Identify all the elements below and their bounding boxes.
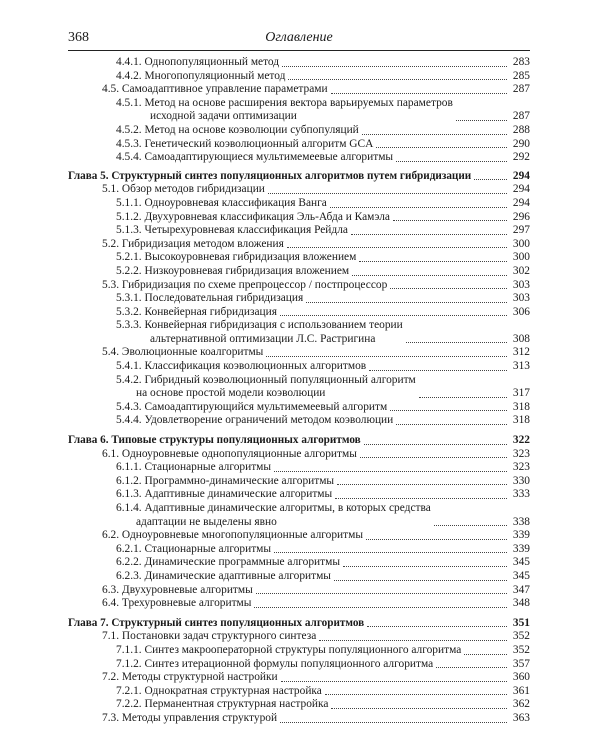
page-number: 368	[68, 30, 89, 45]
dot-leader	[369, 370, 507, 371]
page-ref: 348	[512, 597, 530, 610]
page-ref: 363	[512, 711, 530, 724]
toc-entry[interactable]: 5.1.2. Двухуровневая классификация Эль-Абда и Камэла 296	[116, 210, 530, 223]
dot-leader	[362, 134, 507, 135]
toc-entry[interactable]: 4.5.1. Метод на основе расширения вектора варьируемых параметров исходной задачи оптимизации 287	[116, 96, 530, 123]
toc-entry[interactable]: 5.3. Гибридизация по схеме препроцессор / постпроцессор 303	[102, 278, 530, 291]
toc-entry[interactable]: 4.5.3. Генетический коэволюционный алгоритм GCA 290	[116, 137, 530, 150]
toc-entry[interactable]: 5.2. Гибридизация методом вложения 300	[102, 237, 530, 250]
page-ref: 357	[512, 657, 530, 670]
dot-leader	[274, 552, 507, 553]
page-ref: 306	[512, 305, 530, 318]
dot-leader	[274, 471, 507, 472]
toc-entry[interactable]: 6.2.1. Стационарные алгоритмы 339	[116, 542, 530, 555]
page-ref: 330	[512, 474, 530, 487]
toc-entry[interactable]: 6.1.1. Стационарные алгоритмы 323	[116, 461, 530, 474]
toc-entry[interactable]: 7.2.2. Перманентная структурная настройка 362	[116, 698, 530, 711]
page-ref: 313	[512, 360, 530, 373]
dot-leader	[280, 315, 507, 316]
dot-leader	[419, 397, 507, 398]
page-ref: 339	[512, 542, 530, 555]
page-ref: 318	[512, 414, 530, 427]
dot-leader	[390, 410, 507, 411]
dot-leader	[334, 580, 507, 581]
dot-leader	[364, 444, 507, 445]
dot-leader	[319, 640, 507, 641]
dot-leader	[343, 566, 507, 567]
toc-entry[interactable]: 6.2.3. Динамические адаптивные алгоритмы 345	[116, 569, 530, 582]
page-ref: 317	[512, 387, 530, 400]
toc-entry[interactable]: 7.1.2. Синтез итерационной формулы популяционного алгоритма 357	[116, 657, 530, 670]
page-ref: 302	[512, 264, 530, 277]
dot-leader	[352, 275, 507, 276]
table-of-contents	[68, 56, 530, 726]
dot-leader	[330, 207, 507, 208]
page-ref: 361	[512, 684, 530, 697]
page-ref: 351	[512, 616, 530, 629]
toc-entry[interactable]: 5.1.3. Четырехуровневая классификация Рейдла 297	[116, 224, 530, 237]
dot-leader	[366, 539, 507, 540]
dot-leader	[256, 593, 507, 594]
toc-entry[interactable]: 6.1.3. Адаптивные динамические алгоритмы 333	[116, 488, 530, 501]
page-ref: 322	[512, 434, 530, 447]
page-ref: 292	[512, 151, 530, 164]
dot-leader	[351, 234, 507, 235]
page-ref: 288	[512, 123, 530, 136]
page-ref: 296	[512, 210, 530, 223]
toc-entry[interactable]: 6.1.2. Программно-динамические алгоритмы 330	[116, 474, 530, 487]
toc-entry[interactable]: 5.4.4. Удовлетворение ограничений методом коэволюции 318	[116, 414, 530, 427]
dot-leader	[266, 356, 507, 357]
page-ref: 352	[512, 630, 530, 643]
dot-leader	[376, 147, 507, 148]
dot-leader	[287, 247, 507, 248]
page-ref: 338	[512, 515, 530, 528]
page-ref: 287	[512, 110, 530, 123]
toc-chapter-7[interactable]: Глава 7. Структурный синтез популяционных алгоритмов 351	[68, 616, 530, 629]
page-ref: 362	[512, 698, 530, 711]
dot-leader	[406, 342, 507, 343]
toc-chapter-5[interactable]: Глава 5. Структурный синтез популяционных алгоритмов путем гибридизации 294	[68, 169, 530, 182]
dot-leader	[335, 498, 507, 499]
dot-leader	[396, 424, 507, 425]
page-ref: 300	[512, 251, 530, 264]
dot-leader	[254, 607, 507, 608]
toc-entry[interactable]: 5.1.1. Одноуровневая классификация Ванга 294	[116, 196, 530, 209]
toc-entry[interactable]: 7.3. Методы управления структурой 363	[102, 711, 530, 724]
dot-leader	[390, 288, 507, 289]
toc-entry[interactable]: 5.2.2. Низкоуровневая гибридизация вложением 302	[116, 264, 530, 277]
page-ref: 290	[512, 137, 530, 150]
dot-leader	[281, 681, 507, 682]
toc-entry[interactable]: 4.4.2. Многопопуляционный метод 285	[116, 69, 530, 82]
page-ref: 303	[512, 278, 530, 291]
page-ref: 360	[512, 671, 530, 684]
page-ref: 345	[512, 569, 530, 582]
toc-entry[interactable]: 6.2. Одноуровневые многопопуляционные алгоритмы 339	[102, 529, 530, 542]
page-ref: 308	[512, 332, 530, 345]
toc-entry[interactable]: 5.4. Эволюционные коалгоритмы 312	[102, 346, 530, 359]
dot-leader	[464, 654, 507, 655]
toc-entry[interactable]: 7.1. Постановки задач структурного синтеза 352	[102, 630, 530, 643]
toc-entry[interactable]: 4.5.4. Самоадаптирующиеся мультимемеевые алгоритмы 292	[116, 151, 530, 164]
toc-entry[interactable]: 7.2. Методы структурной настройки 360	[102, 671, 530, 684]
dot-leader	[367, 626, 507, 627]
toc-entry[interactable]: 6.3. Двухуровневые алгоритмы 347	[102, 583, 530, 596]
toc-entry[interactable]: 6.1. Одноуровневые однопопуляционные алгоритмы 323	[102, 447, 530, 460]
page-ref: 318	[512, 400, 530, 413]
page-ref: 300	[512, 237, 530, 250]
dot-leader	[280, 722, 507, 723]
page-ref: 345	[512, 556, 530, 569]
dot-leader	[359, 261, 507, 262]
page-ref: 297	[512, 224, 530, 237]
page-ref: 294	[512, 169, 530, 182]
toc-entry[interactable]: 5.3.2. Конвейерная гибридизация 306	[116, 305, 530, 318]
dot-leader	[360, 457, 507, 458]
toc-entry[interactable]: 6.4. Трехуровневые алгоритмы 348	[102, 597, 530, 610]
page-ref: 339	[512, 529, 530, 542]
toc-chapter-6[interactable]: Глава 6. Типовые структуры популяционных алгоритмов 322	[68, 434, 530, 447]
page-ref: 312	[512, 346, 530, 359]
dot-leader	[337, 484, 507, 485]
dot-leader	[306, 302, 507, 303]
page-ref: 352	[512, 643, 530, 656]
dot-leader	[393, 220, 507, 221]
page-ref: 333	[512, 488, 530, 501]
dot-leader	[268, 193, 507, 194]
dot-leader	[456, 120, 507, 121]
toc-entry[interactable]: 5.4.3. Самоадаптирующийся мультимемеевый алгоритм 318	[116, 400, 530, 413]
page-ref: 303	[512, 292, 530, 305]
dot-leader	[396, 161, 507, 162]
toc-entry[interactable]: 6.2.2. Динамические программные алгоритмы 345	[116, 556, 530, 569]
dot-leader	[474, 179, 507, 180]
page-ref: 283	[512, 56, 530, 68]
running-header	[68, 28, 530, 51]
page-ref: 323	[512, 447, 530, 460]
page-ref: 285	[512, 69, 530, 82]
dot-leader	[436, 667, 507, 668]
dot-leader	[288, 79, 507, 80]
toc-entry[interactable]: 5.1. Обзор методов гибридизации 294	[102, 183, 530, 196]
page-ref: 347	[512, 583, 530, 596]
page-ref: 287	[512, 83, 530, 96]
dot-leader	[325, 694, 507, 695]
toc-entry[interactable]: 4.4.1. Однопопуляционный метод 283	[116, 56, 530, 68]
toc-entry[interactable]: 5.2.1. Высокоуровневая гибридизация вложением 300	[116, 251, 530, 264]
toc-entry[interactable]: 5.4.2. Гибридный коэволюционный популяционный алгоритм на основе простой модели коэволюции 317	[116, 373, 530, 400]
toc-entry[interactable]: 6.1.4. Адаптивные динамические алгоритмы, в которых средства адаптации не выделены явно 338	[116, 502, 530, 528]
toc-entry[interactable]: 5.3.1. Последовательная гибридизация 303	[116, 292, 530, 305]
dot-leader	[331, 708, 507, 709]
toc-entry[interactable]: 4.5. Самоадаптивное управление параметрами 287	[102, 83, 530, 96]
toc-entry[interactable]: 4.5.2. Метод на основе коэволюции субпопуляций 288	[116, 123, 530, 136]
running-title: Оглавление	[265, 30, 333, 45]
page-ref: 294	[512, 183, 530, 196]
toc-entry[interactable]: 5.4.1. Классификация коэволюционных алгоритмов 313	[116, 360, 530, 373]
page-ref: 323	[512, 461, 530, 474]
dot-leader	[331, 93, 507, 94]
dot-leader	[282, 66, 507, 67]
page-ref: 294	[512, 196, 530, 209]
toc-entry[interactable]: 5.3.3. Конвейерная гибридизация с использованием теории альтернативной оптимизации Л.С. Растригина 308	[116, 319, 530, 345]
dot-leader	[434, 525, 507, 526]
toc-entry[interactable]: 7.2.1. Однократная структурная настройка 361	[116, 684, 530, 697]
toc-entry[interactable]: 7.1.1. Синтез макрооператорной структуры популяционного алгоритма 352	[116, 643, 530, 656]
